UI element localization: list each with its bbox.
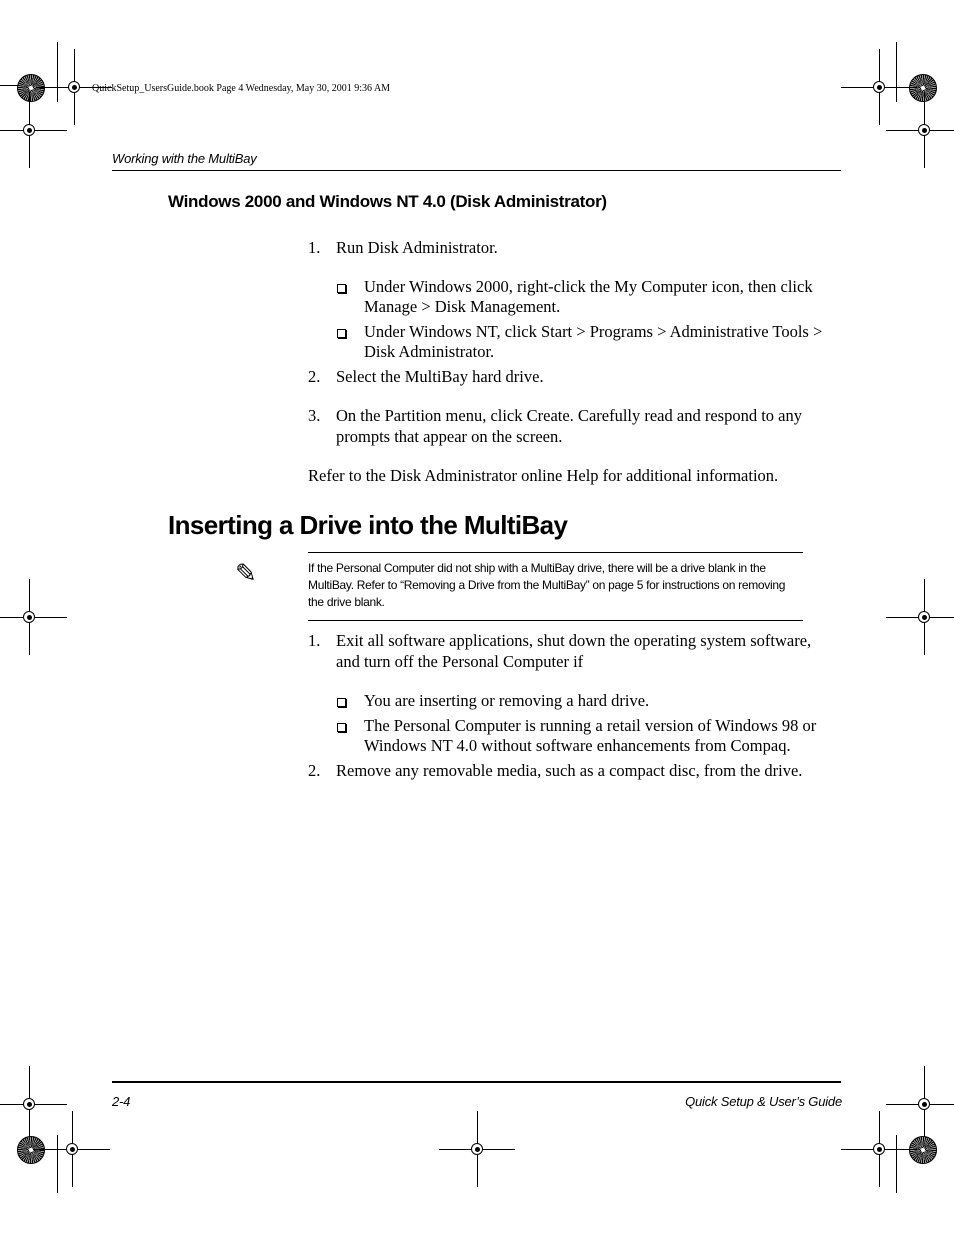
print-slug: QuickSetup_UsersGuide.book Page 4 Wednesday, May 30, 2001 9:36 AM xyxy=(92,83,391,94)
step-number: 2. xyxy=(308,761,321,780)
step-text: and turn off the Personal Computer if xyxy=(336,652,584,671)
color-rosette-icon xyxy=(17,1136,45,1164)
bullet-text: Disk Administrator. xyxy=(364,342,495,361)
running-header: Working with the MultiBay xyxy=(112,151,257,166)
header-rule xyxy=(112,170,841,171)
color-rosette-icon xyxy=(909,74,937,102)
pencil-icon: ✎ xyxy=(235,559,257,589)
page-number: 2-4 xyxy=(112,1094,131,1109)
bullet-text: Windows NT 4.0 without software enhancements from Compaq. xyxy=(364,736,791,755)
crop-line xyxy=(896,1135,897,1193)
section-heading-inserting-drive: Inserting a Drive into the MultiBay xyxy=(168,510,568,540)
guide-title: Quick Setup & User’s Guide xyxy=(685,1094,842,1109)
bullet-text: You are inserting or removing a hard drive. xyxy=(364,691,650,710)
step-number: 1. xyxy=(308,631,321,650)
step-text: On the Partition menu, click Create. Carefully read and respond to any xyxy=(336,406,802,425)
footer-rule xyxy=(112,1081,841,1083)
note-rule-bottom xyxy=(308,620,803,621)
note-line: MultiBay. Refer to “Removing a Drive from the MultiBay” on page 5 for instructions on removing xyxy=(308,578,786,592)
crop-line xyxy=(57,42,58,102)
checkbox-bullet-icon xyxy=(337,723,346,732)
bullet-text: Under Windows 2000, right-click the My Computer icon, then click xyxy=(364,277,813,296)
bullet-text: The Personal Computer is running a retail version of Windows 98 or xyxy=(364,716,817,735)
note-line: the drive blank. xyxy=(308,595,385,609)
checkbox-bullet-icon xyxy=(337,329,346,338)
bullet-text: Under Windows NT, click Start > Programs > Administrative Tools > xyxy=(364,322,823,341)
color-rosette-icon xyxy=(17,74,45,102)
step-number: 3. xyxy=(308,406,321,425)
step-number: 2. xyxy=(308,367,321,386)
note-rule-top xyxy=(308,552,803,553)
checkbox-bullet-icon xyxy=(337,284,346,293)
bullet-text: Manage > Disk Management. xyxy=(364,297,561,316)
step-number: 1. xyxy=(308,238,321,257)
crop-line xyxy=(896,42,897,102)
step-text: Remove any removable media, such as a compact disc, from the drive. xyxy=(336,761,803,780)
color-rosette-icon xyxy=(909,1136,937,1164)
step-text: prompts that appear on the screen. xyxy=(336,427,563,446)
refer-paragraph: Refer to the Disk Administrator online Help for additional information. xyxy=(308,466,779,485)
note-text xyxy=(308,560,808,611)
crop-line xyxy=(57,1135,58,1193)
step-text: Select the MultiBay hard drive. xyxy=(336,367,544,386)
step-text: Run Disk Administrator. xyxy=(336,238,498,257)
step-text: Exit all software applications, shut down the operating system software, xyxy=(336,631,812,650)
note-line: If the Personal Computer did not ship with a MultiBay drive, there will be a drive blank in the xyxy=(308,561,766,575)
section-heading-disk-administrator: Windows 2000 and Windows NT 4.0 (Disk Administrator) xyxy=(168,192,607,211)
checkbox-bullet-icon xyxy=(337,698,346,707)
